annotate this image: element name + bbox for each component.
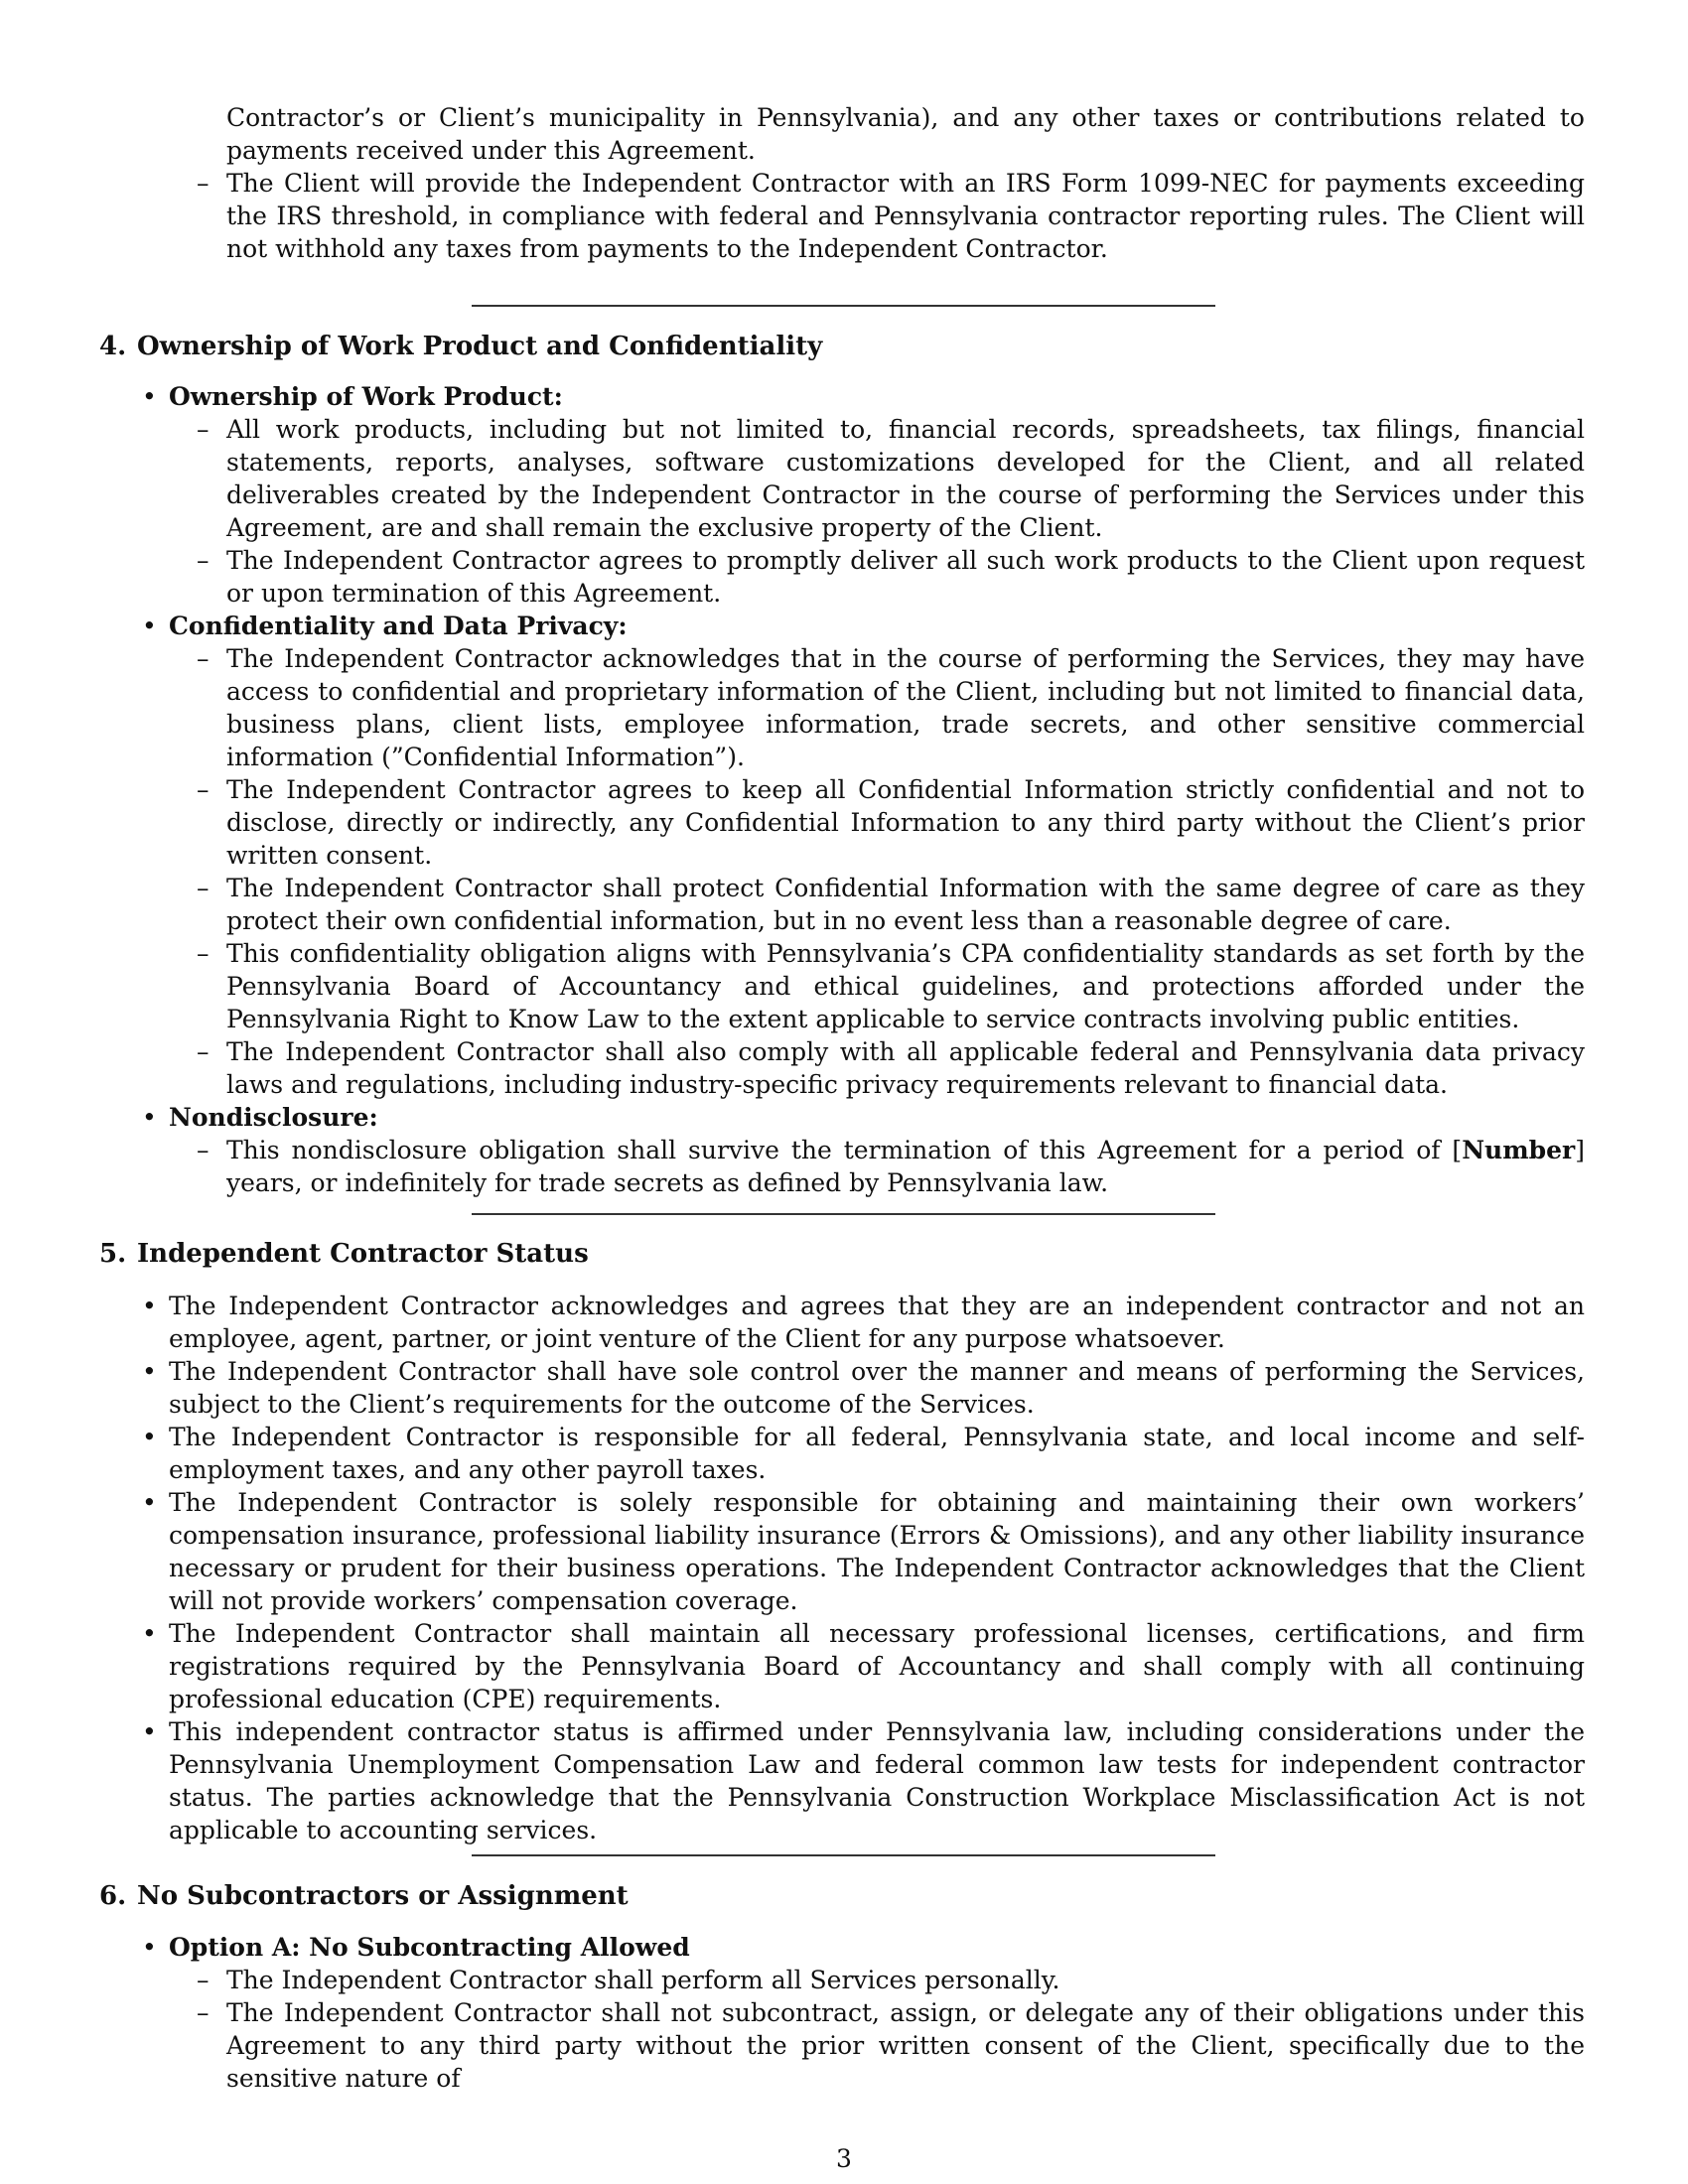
list-item bbox=[197, 1134, 1585, 1199]
bullet-marker: • bbox=[142, 1717, 157, 1746]
subsection-label: Option A: No Subcontracting Allowed bbox=[169, 1933, 690, 1962]
list-item-text: The Independent Contractor shall maintain all necessary professional licenses, certifications, and firm registrations required by the Pennsylvania Board of Accountancy and shall comply with all continuing professional education (CPE) requirements. bbox=[169, 1619, 1585, 1713]
section-divider bbox=[472, 305, 1215, 307]
list-item bbox=[226, 101, 1585, 167]
list-item bbox=[197, 544, 1585, 610]
list-item bbox=[197, 872, 1585, 937]
list-item bbox=[197, 937, 1585, 1035]
placeholder-number: Number bbox=[1462, 1136, 1576, 1164]
bullet-marker: • bbox=[142, 382, 157, 411]
bullet-marker: • bbox=[142, 1619, 157, 1648]
dash-marker: – bbox=[197, 415, 210, 444]
section-title: No Subcontractors or Assignment bbox=[137, 1881, 629, 1911]
list-item bbox=[142, 380, 1585, 413]
bullet-marker: • bbox=[142, 1292, 157, 1320]
subsection-label: Confidentiality and Data Privacy: bbox=[169, 612, 628, 640]
sublist bbox=[169, 413, 1585, 610]
list-item bbox=[197, 642, 1585, 773]
list-item-text: ] years, or indefinitely for trade secrets as defined by Pennsylvania law. bbox=[226, 1136, 1585, 1197]
section-divider bbox=[472, 1213, 1215, 1215]
subsection-label: Nondisclosure: bbox=[169, 1103, 378, 1132]
bullet-marker: • bbox=[142, 1103, 157, 1132]
dash-marker: – bbox=[197, 874, 210, 902]
list-item-text: Contractor’s or Client’s municipality in Pennsylvania), and any other taxes or contributions related to payments received under this Agreement. bbox=[226, 103, 1585, 165]
sublist bbox=[169, 642, 1585, 1101]
dash-marker: – bbox=[197, 644, 210, 673]
section-6-body bbox=[142, 1931, 1585, 2095]
section-6-heading bbox=[99, 1881, 629, 1911]
list-item-text: The Independent Contractor acknowledges and agrees that they are an independent contractor and not an employee, agent, partner, or joint venture of the Client for any purpose whatsoever. bbox=[169, 1292, 1585, 1353]
list-item bbox=[142, 1931, 1585, 1964]
dash-marker: – bbox=[197, 1998, 210, 2027]
dash-marker: – bbox=[197, 169, 210, 198]
list-item-text: The Client will provide the Independent Contractor with an IRS Form 1099-NEC for payments exceeding the IRS threshold, in compliance with federal and Pennsylvania contractor reporting rules. The Client will not withhold any taxes from payments to the Independent Contractor. bbox=[226, 169, 1585, 263]
dash-marker: – bbox=[197, 1037, 210, 1066]
list-item bbox=[197, 1964, 1585, 1996]
list-item bbox=[142, 1486, 1585, 1617]
list-item bbox=[142, 1617, 1585, 1715]
bullet-marker: • bbox=[142, 1933, 157, 1962]
page-number: 3 bbox=[836, 2144, 852, 2173]
list-item-text: This independent contractor status is affirmed under Pennsylvania law, including considerations under the Pennsylvania Unemployment Compensation Law and federal common law tests for independent contractor status. The parties acknowledge that the Pennsylvania Construction Workplace Misclassification Act is not applicable to accounting services. bbox=[169, 1717, 1585, 1844]
list-item bbox=[142, 610, 1585, 642]
section-5-body bbox=[142, 1290, 1585, 1846]
dash-marker: – bbox=[197, 939, 210, 968]
list-item-text: This confidentiality obligation aligns with Pennsylvania’s CPA confidentiality standards as set forth by the Pennsylvania Board of Accountancy and ethical guidelines, and protections afforded under the Pennsylvania Right to Know Law to the extent applicable to service contracts involving public entities. bbox=[226, 939, 1585, 1033]
list-item-text: The Independent Contractor shall also comply with all applicable federal and Pennsylvania data privacy laws and regulations, including industry-specific privacy requirements relevant to financial data. bbox=[226, 1037, 1585, 1099]
section-divider bbox=[472, 1854, 1215, 1856]
dash-marker: – bbox=[197, 1136, 210, 1164]
dash-marker: – bbox=[197, 546, 210, 575]
list-item-text: The Independent Contractor acknowledges that in the course of performing the Services, they may have access to confidential and proprietary information of the Client, including but not limited to financial data, business plans, client lists, employee information, trade secrets, and other sensitive commercial information (”Confidential Information”). bbox=[226, 644, 1585, 771]
list-item bbox=[142, 1290, 1585, 1355]
bullet-marker: • bbox=[142, 1488, 157, 1517]
list-item-text: The Independent Contractor is responsible for all federal, Pennsylvania state, and local income and self-employment taxes, and any other payroll taxes. bbox=[169, 1423, 1585, 1484]
list-item-text: The Independent Contractor agrees to keep all Confidential Information strictly confidential and not to disclose, directly or indirectly, any Confidential Information to any third party without the Client’s prior written consent. bbox=[226, 775, 1585, 870]
section3-continuation bbox=[197, 101, 1585, 265]
bullet-marker: • bbox=[142, 612, 157, 640]
list-item-text: All work products, including but not limited to, financial records, spreadsheets, tax filings, financial statements, reports, analyses, software customizations developed for the Client, and all related deliverables created by the Independent Contractor in the course of performing the Services under this Agreement, are and shall remain the exclusive property of the Client. bbox=[226, 415, 1585, 542]
section-title: Ownership of Work Product and Confidentiality bbox=[137, 332, 823, 361]
list-item-text: The Independent Contractor shall not subcontract, assign, or delegate any of their obligations under this Agreement to any third party without the prior written consent of the Client, specifically due to the sensitive nature of bbox=[226, 1998, 1585, 2093]
section-number: 6. bbox=[99, 1881, 127, 1911]
section-number: 5. bbox=[99, 1239, 127, 1269]
section-4-body bbox=[142, 380, 1585, 1199]
list-item-text: The Independent Contractor shall protect Confidential Information with the same degree of care as they protect their own confidential information, but in no event less than a reasonable degree of care. bbox=[226, 874, 1585, 935]
bullet-marker: • bbox=[142, 1357, 157, 1386]
bullet-marker: • bbox=[142, 1423, 157, 1451]
section-title: Independent Contractor Status bbox=[137, 1239, 589, 1269]
list-item-text: The Independent Contractor shall perform all Services personally. bbox=[226, 1966, 1060, 1994]
list-item bbox=[197, 1996, 1585, 2095]
dash-marker: – bbox=[197, 775, 210, 804]
section-4-heading bbox=[99, 332, 822, 361]
list-item bbox=[197, 413, 1585, 544]
list-item bbox=[142, 1715, 1585, 1846]
list-item bbox=[142, 1421, 1585, 1486]
list-item bbox=[142, 1101, 1585, 1134]
section-number: 4. bbox=[99, 332, 127, 361]
list-item-text: The Independent Contractor is solely responsible for obtaining and maintaining their own workers’ compensation insurance, professional liability insurance (Errors & Omissions), and any other liability insurance necessary or prudent for their business operations. The Independent Contractor acknowledges that the Client will not provide workers’ compensation coverage. bbox=[169, 1488, 1585, 1615]
list-item-text: The Independent Contractor shall have sole control over the manner and means of performing the Services, subject to the Client’s requirements for the outcome of the Services. bbox=[169, 1357, 1585, 1419]
list-item bbox=[142, 1355, 1585, 1421]
sublist bbox=[169, 1964, 1585, 2095]
section-5-heading bbox=[99, 1239, 589, 1269]
sublist bbox=[169, 1134, 1585, 1199]
subsection-label: Ownership of Work Product: bbox=[169, 382, 563, 411]
dash-marker: – bbox=[197, 1966, 210, 1994]
list-item bbox=[197, 773, 1585, 872]
list-item bbox=[197, 167, 1585, 265]
list-item-text: This nondisclosure obligation shall survive the termination of this Agreement for a period of [ bbox=[226, 1136, 1463, 1164]
list-item-text: The Independent Contractor agrees to promptly deliver all such work products to the Client upon request or upon termination of this Agreement. bbox=[226, 546, 1585, 608]
list-item bbox=[197, 1035, 1585, 1101]
